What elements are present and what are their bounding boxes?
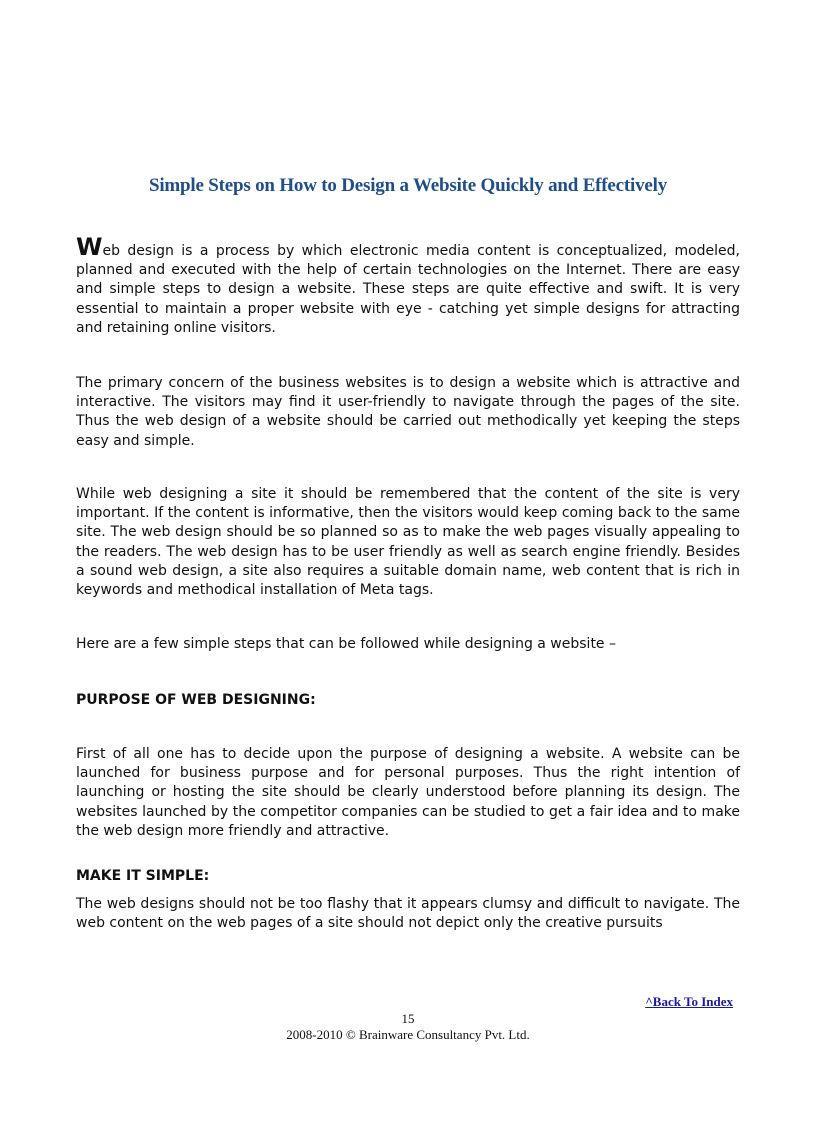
page-title: Simple Steps on How to Design a Website Quickly and Effectively [148, 175, 668, 196]
section-heading-simple: MAKE IT SIMPLE: [76, 868, 210, 884]
paragraph-5: First of all one has to decide upon the purpose of designing a website. A website can be launched for business purpose and for personal purposes. Thus the right intention of launching or hosting the site should be clearly understood before planning its design. The websites launched by the competitor companies can be studied to get a fair idea and to make the web design more friendly and attractive. [76, 746, 740, 839]
paragraph-2: The primary concern of the business websites is to design a website which is attractive and interactive. The visitors may find it user-friendly to navigate through the pages of the site. Thus the web design of a website should be carried out methodically yet keeping the steps easy and simple. [76, 375, 740, 449]
page-number: 15 [401, 1011, 415, 1026]
paragraph-4: Here are a few simple steps that can be followed while designing a website – [76, 636, 616, 652]
paragraph-intro [76, 233, 740, 338]
paragraph-6: The web designs should not be too flashy that it appears clumsy and difficult to navigate. The web content on the web pages of a site should not depict only the creative pursuits [76, 896, 740, 932]
drop-cap: W [76, 233, 103, 261]
paragraph-intro-text: eb design is a process by which electronic media content is conceptualized, modeled, planned and executed with the help of certain technologies on the Internet. There are easy and simple steps to design a website. These steps are quite effective and swift. It is very essential to maintain a proper website with eye - catching yet simple designs for attracting and retaining online visitors. [76, 243, 740, 336]
section-heading-purpose: PURPOSE OF WEB DESIGNING: [76, 692, 316, 708]
back-to-index-link[interactable]: ^Back To Index [645, 994, 733, 1009]
copyright: 2008-2010 © Brainware Consultancy Pvt. Ltd. [286, 1027, 530, 1042]
paragraph-3: While web designing a site it should be remembered that the content of the site is very important. If the content is informative, then the visitors would keep coming back to the same site. The web design should be so planned so as to make the web pages visually appealing to the readers. The web design has to be user friendly as well as search engine friendly. Besides a sound web design, a site also requires a suitable domain name, web content that is rich in keywords and methodical installation of Meta tags. [76, 486, 740, 599]
